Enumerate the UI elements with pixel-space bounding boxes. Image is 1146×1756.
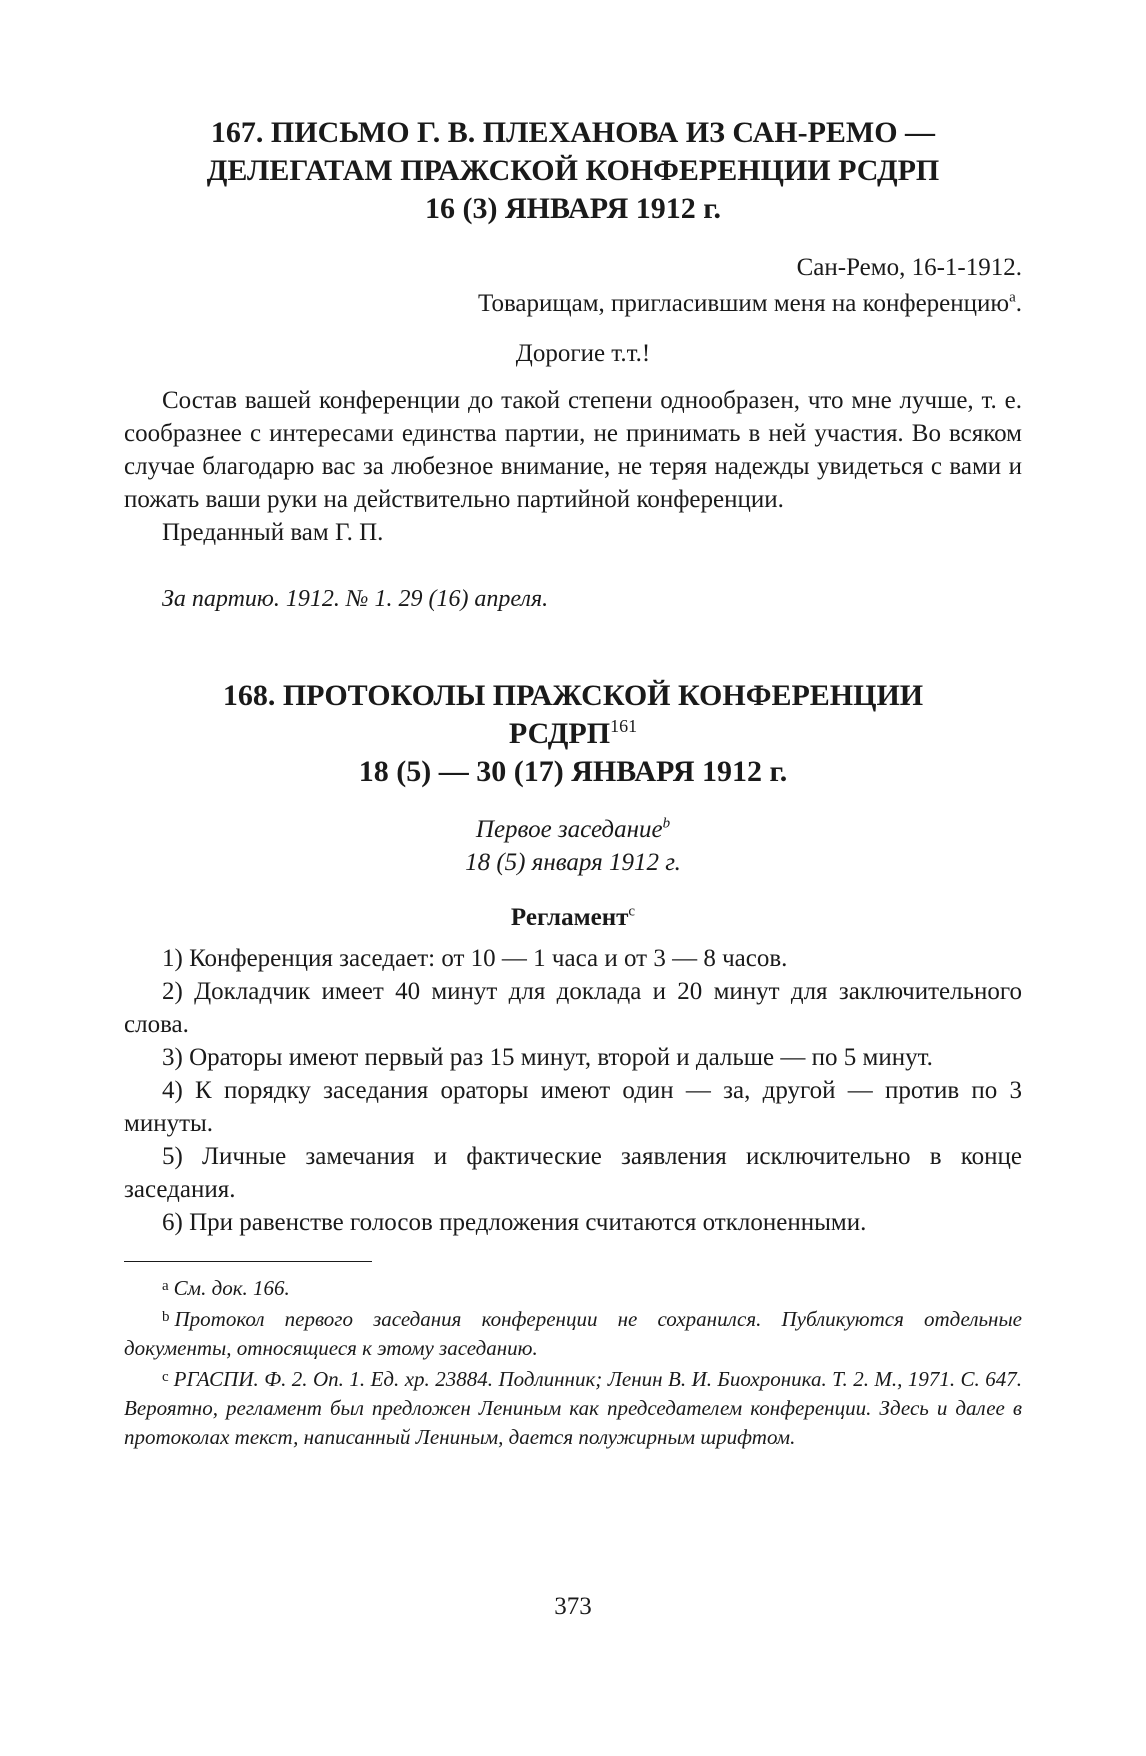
doc167-title-line: 16 (3) ЯНВАРЯ 1912 г.: [424, 192, 721, 225]
doc167-salutation: Дорогие т.т.!: [515, 340, 651, 367]
doc167-addressee: Товарищам, пригласившим меня на конференцию$^a$.: [478, 289, 1022, 317]
rule-item: 1) Конференция заседает: от 10 — 1 часа и от 3 — 8 часов.: [162, 945, 788, 972]
doc168-title-line: 168. ПРОТОКОЛЫ ПРАЖСКОЙ КОНФЕРЕНЦИИ: [222, 679, 924, 712]
reglament-title-text: Регламент: [510, 904, 629, 931]
footnote-ref-a: a: [1009, 289, 1016, 306]
footnote-divider: [124, 1261, 372, 1262]
rule-item: 3) Ораторы имеют первый раз 15 минут, второй и дальше — по 5 минут.: [162, 1044, 933, 1071]
footnote-mark: c: [162, 1369, 169, 1385]
doc168-title: [124, 677, 1022, 791]
rule-item: 5) Личные замечания и фактические заявления исключительно в конце заседания.: [124, 1143, 1022, 1203]
footnote-text: См. док. 166.: [173, 1276, 290, 1300]
session-title-text: Первое заседание: [475, 816, 663, 843]
doc168-session: [124, 813, 1022, 879]
endnote-ref-161: 161: [610, 716, 638, 736]
doc167-addressee-text: Товарищам, пригласившим меня на конференцию: [478, 290, 1010, 317]
footnote-c: [124, 1363, 1022, 1452]
page-number: 373: [554, 1593, 592, 1620]
reglament-title: [124, 901, 1022, 934]
session-title: [124, 813, 1022, 846]
footnote-a: [124, 1272, 1022, 1303]
rule-item: 6) При равенстве голосов предложения считаются отклоненными.: [162, 1209, 867, 1236]
footnote-text: РГАСПИ. Ф. 2. Оп. 1. Ед. хр. 23884. Подлинник; Ленин В. И. Биохроника. Т. 2. М., 1971. С. 647. Вероятно, регламент был предложен Лениным как председателем конференции. Здесь и далее в протоколах текст, написанный Лениным, дается полужирным шрифтом.: [124, 1367, 1022, 1449]
doc167-title: [124, 114, 1022, 228]
session-date: 18 (5) января 1912 г.: [465, 849, 681, 876]
doc167-header-block: [124, 250, 1022, 322]
footnote-ref-c: c: [628, 903, 636, 920]
doc167-place-date: Сан-Ремо, 16-1-1912.: [796, 254, 1022, 281]
footnote-mark: a: [162, 1278, 169, 1294]
footnote-text: Протокол первого заседания конференции не сохранился. Публикуются отдельные документы, относящиеся к этому заседанию.: [124, 1307, 1022, 1360]
doc167-body: Состав вашей конференции до такой степени однообразен, что мне лучше, т. е. сообразнее с интересами единства партии, не принимать в ней участия. Во всяком случае благодарю вас за любезное внимание, не теряя надежды увидеться с вами и пожать ваши руки на действительно партийной конференции.: [124, 387, 1022, 513]
doc168-title-line: 18 (5) — 30 (17) ЯНВАРЯ 1912 г.: [358, 755, 788, 788]
footnote-mark: b: [162, 1309, 170, 1325]
doc167-source: За партию. 1912. № 1. 29 (16) апреля.: [162, 586, 549, 612]
rule-item: 2) Докладчик имеет 40 минут для доклада и 20 минут для заключительного слова.: [124, 978, 1022, 1038]
doc168-title-rsdrp: РСДРП: [508, 717, 611, 750]
doc167-title-line: 167. ПИСЬМО Г. В. ПЛЕХАНОВА ИЗ САН-РЕМО —: [210, 116, 936, 149]
doc167-signature: Преданный вам Г. П.: [162, 519, 384, 546]
doc167-title-line: ДЕЛЕГАТАМ ПРАЖСКОЙ КОНФЕРЕНЦИИ РСДРП: [206, 154, 940, 187]
footnote-b: [124, 1303, 1022, 1363]
rule-item: 4) К порядку заседания ораторы имеют один — за, другой — против по 3 минуты.: [124, 1077, 1022, 1137]
footnote-ref-b: b: [662, 815, 671, 832]
doc168-title-line: [124, 715, 1022, 753]
